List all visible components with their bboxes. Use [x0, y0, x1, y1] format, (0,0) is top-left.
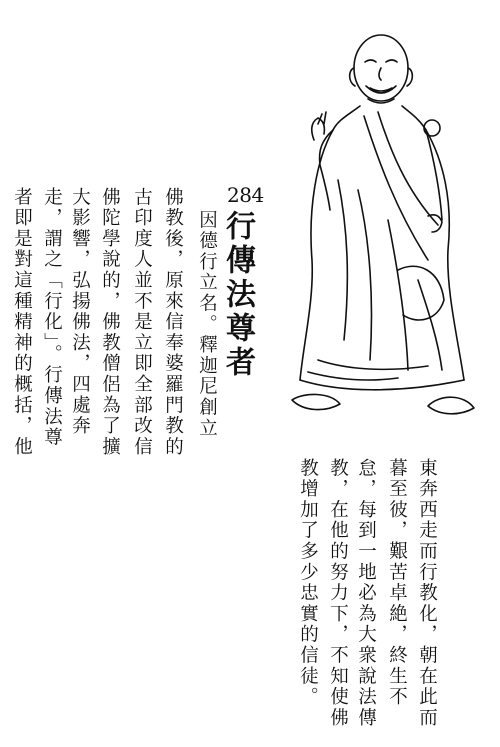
text-column-4: 佛陀學說的，佛教僧侶為了擴 [99, 187, 121, 458]
text-column-7: 者即是對這種精神的概括，他 [11, 187, 33, 458]
robe-fold-4 [418, 280, 442, 370]
knee-curve [398, 266, 444, 320]
right-hand [428, 215, 442, 232]
right-arm [426, 130, 442, 220]
text-column-3: 古印度人並不是立即全部改信 [131, 187, 153, 458]
left-hand [312, 112, 326, 140]
hem-folds [308, 360, 428, 380]
text-column-10: 怠，每到一地必為大衆說法傳 [355, 458, 377, 729]
text-column-5: 大影響，弘揚佛法，四處奔 [69, 187, 91, 437]
robe-left-side [300, 130, 333, 380]
page-number: 284 [227, 183, 264, 207]
page-title: 行傳法尊者 [220, 210, 255, 380]
robe-hem [300, 380, 464, 390]
text-column-6: 走，謂之「行化」。行傳法尊 [41, 187, 63, 449]
text-column-9: 暮至彼，艱苦卓絶，終生不 [386, 458, 408, 708]
text-column-12: 教增加了多少忠實的信徒。 [297, 458, 319, 708]
robe-right-side [426, 130, 464, 380]
text-column-11: 教，在他的努力下，不知使佛 [327, 458, 349, 729]
text-column-1: 因德行立名。釋迦尼創立 [196, 210, 218, 439]
robe-fold-1 [338, 180, 347, 340]
robe-fold-2 [358, 190, 372, 360]
monk-illustration [278, 20, 478, 435]
smile [366, 86, 396, 93]
nose [379, 68, 381, 80]
robe-fold-3 [388, 220, 408, 370]
left-foot [292, 394, 340, 409]
right-foot [428, 397, 474, 414]
prayer-beads [424, 120, 440, 136]
eyes [365, 60, 397, 62]
text-column-8: 東奔西走而行教化，朝在此而 [416, 458, 438, 729]
text-column-2: 佛教後，原來信奉婆羅門教的 [162, 187, 184, 458]
